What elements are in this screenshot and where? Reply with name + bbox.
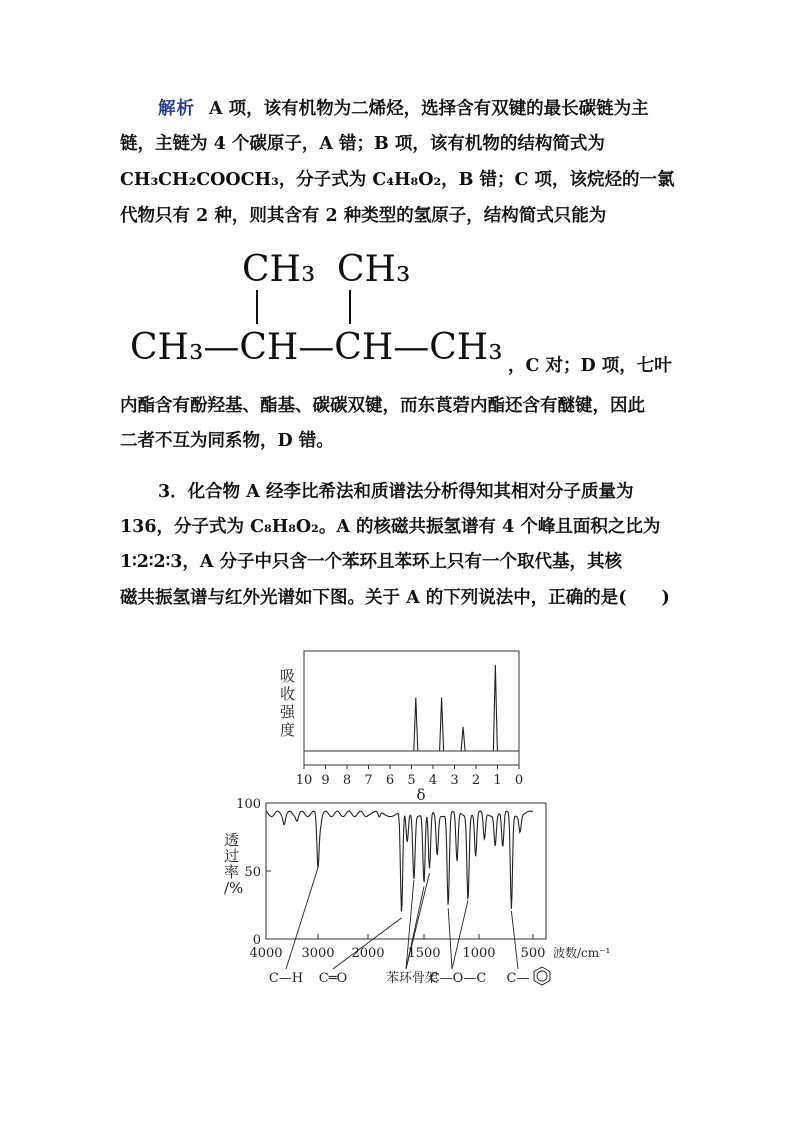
struct-top-ch3-1: CH₃ <box>242 249 316 290</box>
nmr-tick-label: 7 <box>364 773 373 788</box>
analysis-line-3: CH₃CH₂COOCH₃，分子式为 C₄H₈O₂，B 错；C 项，该烷烃的一氯 <box>120 170 675 190</box>
nmr-tick-label: 0 <box>514 773 524 788</box>
nmr-peak <box>440 698 444 751</box>
nmr-ylabel: 吸收强度 <box>280 667 296 739</box>
ir-ytick-label: 0 <box>252 933 261 948</box>
nmr-peak <box>461 727 465 751</box>
ir-xtick-label: 500 <box>520 946 546 961</box>
ir-xlabel: 波数/cm⁻¹ <box>553 946 611 960</box>
nmr-tick-label: 6 <box>385 773 395 788</box>
ir-annotation-label: 苯环骨架 <box>385 971 439 986</box>
analysis-label: 解析 <box>158 99 195 119</box>
analysis-line-1: 解析 A 项，该有机物为二烯烃，选择含有双键的最长碳链为主 <box>158 99 649 119</box>
nmr-tick-label: 3 <box>450 773 459 788</box>
ester-formula: CH₃CH₂COOCH₃ <box>120 170 279 190</box>
ir-ylabel: 透过率/% <box>224 831 244 897</box>
ir-ytick-label: 100 <box>236 797 261 812</box>
analysis-line-6: 内酯含有酚羟基、酯基、碳碳双键，而东莨菪内酯还含有醚键，因此 <box>120 396 645 416</box>
ir-annotation-label: C— <box>506 971 530 986</box>
ir-xtick-label: 4000 <box>249 946 283 961</box>
question-line-3: 1∶2∶2∶3，A 分子中只含一个苯环且苯环上只有一个取代基，其核 <box>120 552 623 572</box>
question-line-1: 3．化合物 A 经李比希法和质谱法分析得知其相对分子质量为 <box>158 482 634 502</box>
nmr-peak <box>493 665 497 751</box>
nmr-xlabel: δ <box>416 786 426 804</box>
nmr-tick-label: 9 <box>321 773 330 788</box>
ir-chart <box>224 797 610 986</box>
nmr-tick-label: 10 <box>295 773 313 788</box>
ir-xtick-label: 1500 <box>407 946 441 961</box>
benzene-ring-icon <box>534 967 550 985</box>
nmr-tick-label: 8 <box>342 773 352 788</box>
ir-transmittance-curve <box>266 811 533 911</box>
ir-annotation-label: C—H <box>268 971 304 986</box>
question-line-2: 136，分子式为 C₈H₈O₂。A 的核磁共振氢谱有 4 个峰且面积之比为 <box>120 517 661 537</box>
struct-main-chain: CH₃—CH—CH—CH₃ <box>130 327 503 368</box>
nmr-tick-label: 5 <box>407 773 416 788</box>
analysis-line-5: ，C 对；D 项，七叶 <box>508 356 672 376</box>
nmr-chart <box>280 651 523 804</box>
question-line-4: 磁共振氢谱与红外光谱如下图。关于 A 的下列说法中，正确的是( ) <box>120 588 670 608</box>
nmr-peak <box>414 698 418 751</box>
ir-ytick-label: 50 <box>244 865 261 880</box>
ir-annotation-label: C═O <box>318 971 348 986</box>
ir-xtick-label: 1000 <box>462 946 496 961</box>
ir-leader-line <box>333 918 402 969</box>
struct-top-ch3-2: CH₃ <box>337 249 411 290</box>
nmr-tick-label: 1 <box>493 773 502 788</box>
ir-annotation-label: C—O—C <box>429 971 487 986</box>
analysis-line-2: 链，主链为 4 个碳原子，A 错；B 项，该有机物的结构简式为 <box>120 134 605 154</box>
ir-xtick-label: 3000 <box>301 946 335 961</box>
ir-leader-line <box>511 911 518 969</box>
nmr-tick-label: 2 <box>471 773 481 788</box>
nmr-frame <box>304 651 519 765</box>
nmr-tick-label: 4 <box>428 773 438 788</box>
ir-xtick-label: 2000 <box>351 946 385 961</box>
analysis-line-4: 代物只有 2 种，则其含有 2 种类型的氢原子，结构简式只能为 <box>120 206 607 226</box>
analysis-line-7: 二者不互为同系物，D 错。 <box>120 431 334 451</box>
